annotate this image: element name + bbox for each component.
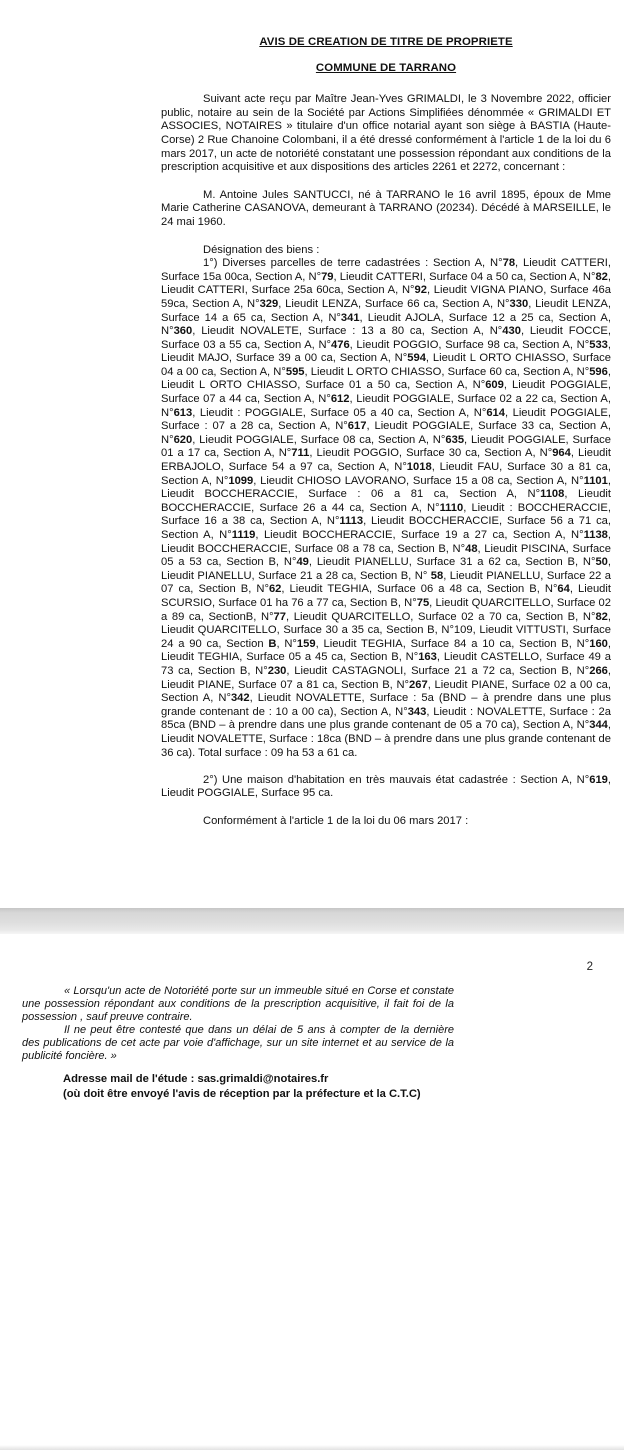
parcels-list-paragraph: 1°) Diverses parcelles de terre cadastrées : Section A, N°78, Lieudit CATTERI, Surface 15a 00ca, Section A, N°79, Lieudit CATTERI, Surface 04 a 50 ca, Section A, N°82, Lieudit CATTERI, Surface 25a 60ca, Section A, N°92, Lieudit VIGNA PIANO, Surface 46a 59ca, Section A, N°329, Lieudit LENZA, Surface 66 ca, Section A, N°330, Lieudit LENZA, Surface 14 a 65 ca, Section A, N°341, Lieudit AJOLA, Surface 12 a 25 ca, Section A, N°360, Lieudit NOVALETE, Surface : 13 a 80 ca, Section A, N°430, Lieudit FOCCE, Surface 03 a 55 ca, Section A, N°476, Lieudit POGGIO, Surface 98 ca, Section A, N°533, Lieudit MAJO, Surface 39 a 00 ca, Section A, N°594, Lieudit L ORTO CHIASSO, Surface 04 a 00 ca, Section A, N°595, Lieudit L ORTO CHIASSO, Surface 60 ca, Section A, N°596, Lieudit L ORTO CHIASSO, Surface 01 a 50 ca, Section A, N°609, Lieudit POGGIALE, Surface 07 a 44 ca, Section A, N°612, Lieudit POGGIALE, Surface 02 a 22 ca, Section A, N°613, Lieudit : POGGIALE, Surface 05 a 40 ca, Section A, N°614, Lieudit POGGIALE, Surface : 07 a 28 ca, Section A, N°617, Lieudit POGGIALE, Surface 33 ca, Section A, N°620, Lieudit POGGIALE, Surface 08 ca, Section A, N°635, Lieudit POGGIALE, Surface 01 a 17 ca, Section A, N°711, Lieudit POGGIO, Surface 30 ca, Section A, N°964, Lieudit ERBAJOLO, Surface 54 a 97 ca, Section A, N°1018, Lieudit FAU, Surface 30 a 81 ca, Section A, N°1099, Lieudit CHIOSO LAVORANO, Surface 15 a 08 ca, Section A, N°1101, Lieudit BOCCHERACCIE, Surface : 06 a 81 ca, Section A, N°1108, Lieudit BOCCHERACCIE, Surface 26 a 44 ca, Section A, N°1110, Lieudit : BOCCHERACCIE, Surface 16 a 38 ca, Section A, N°1113, Lieudit BOCCHERACCIE, Surface 56 a 71 ca, Section A, N°1119, Lieudit BOCCHERACCIE, Surface 19 a 27 ca, Section A, N°1138, Lieudit BOCCHERACCIE, Surface 08 a 78 ca, Section B, N°48, Lieudit PISCINA, Surface 05 a 53 ca, Section B, N°49, Lieudit PIANELLU, Surface 31 a 62 ca, Section B, N°50, Lieudit PIANELLU, Surface 21 a 28 ca, Section B, N° 58, Lieudit PIANELLU, Surface 22 a 07 ca, Section B, N°62, Lieudit TEGHIA, Surface 06 a 48 ca, Section B, N°64, Lieudit SCURSIO, Surface 01 ha 76 a 77 ca, Section B, N°75, Lieudit QUARCITELLO, Surface 02 a 89 ca, SectionB, N°77, Lieudit QUARCITELLO, Surface 02 a 70 ca, Section B, N°82, Lieudit QUARCITELLO, Surface 30 a 35 ca, Section B, N°109, Lieudit VITTUSTI, Surface 24 a 90 ca, Section B, N°159, Lieudit TEGHIA, Surface 84 a 10 ca, Section B, N°160, Lieudit TEGHIA, Surface 05 a 45 ca, Section B, N°163, Lieudit CASTELLO, Surface 49 a 73 ca, Section B, N°230, Lieudit CASTAGNOLI, Surface 21 a 72 ca, Section B, N°266, Lieudit PIANE, Surface 07 a 81 ca, Section B, N°267, Lieudit PIANE, Surface 02 a 00 ca, Section A, N°342, Lieudit NOVALETTE, Surface : 5a (BND – à prendre dans une plus grande contenant de : 10 a 00 ca), Section A, N°343, Lieudit : NOVALETTE, Surface : 2a 85ca (BND – à prendre dans une plus grande contenant de 05 a 70 ca), Section A, N°344, Lieudit NOVALETTE, Surface : 18ca (BND – à prendre dans une plus grande contenant de 36 ca). Total surface : 09 ha 53 a 61 ca.: [161, 257, 612, 759]
legal-quote-paragraph-1: « Lorsqu'un acte de Notoriété porte sur un immeuble situé en Corse et constate une possession répondant aux conditions de la prescription acquisitive, il fait foi de la possession , sauf preuve contraire.: [22, 985, 454, 1023]
document-title: AVIS DE CREATION DE TITRE DE PROPRIETE: [259, 36, 513, 48]
document-subtitle: COMMUNE DE TARRANO: [315, 61, 457, 74]
house-paragraph: 2°) Une maison d'habitation en très mauvais état cadastrée : Section A, N°619, Lieudit POGGIALE, Surface 95 ca.: [161, 773, 611, 800]
document-page-2: [0, 934, 624, 1445]
intro-paragraph: Suivant acte reçu par Maître Jean-Yves GRIMALDI, le 3 Novembre 2022, officier public, notaire au sein de la Société par Actions Simplifiées dénommée « GRIMALDI ET ASSOCIES, NOTAIRES » titulaire d'un office notarial ayant son siège à BASTIA (Haute-Corse) 2 Rue Chanoine Colombani, il a été dressé conformément à l'article 1 de la loi du 6 mars 2017, un acte de notoriété constatant une possession répondant aux conditions de la prescription acquisitive et aux dispositions des articles 2261 et 2272, concernant :: [161, 93, 611, 174]
legal-quote-block: [22, 985, 454, 1063]
legal-quote-paragraph-2: Il ne peut être contesté que dans un délai de 5 ans à compter de la dernière des publications de cet acte par voie d'affichage, sur un site internet et au service de la publicité foncière. »: [22, 1024, 454, 1062]
reception-note-line: (où doit être envoyé l'avis de réception par la préfecture et la C.T.C): [63, 1087, 421, 1100]
designation-heading: Désignation des biens :: [203, 243, 320, 256]
page-number: 2: [586, 961, 593, 973]
next-page-separator-edge: [0, 1445, 624, 1450]
conformity-line: Conformément à l'article 1 de la loi du 06 mars 2017 :: [203, 814, 469, 827]
page-separator: [0, 908, 624, 934]
study-email-line: Adresse mail de l'étude : sas.grimaldi@notaires.fr: [63, 1073, 329, 1085]
study-address-block: [63, 1072, 604, 1101]
person-paragraph: M. Antoine Jules SANTUCCI, né à TARRANO le 16 avril 1895, époux de Mme Marie Catherine CASANOVA, demeurant à TARRANO (20234). Décédé à MARSEILLE, le 24 mai 1960.: [161, 188, 611, 228]
